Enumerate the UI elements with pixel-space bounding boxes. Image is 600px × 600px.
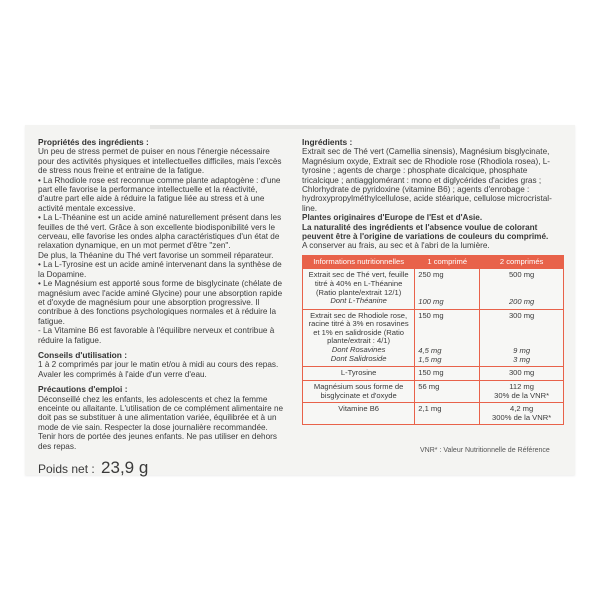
naturality-text: La naturalité des ingrédients et l'absence voulue de colorant peuvent être à l'origine de variations de couleurs du comprimé.	[302, 222, 549, 242]
row-sub-text: Dont L-Théanine	[330, 296, 387, 306]
ingredients-title: Ingrédients :	[302, 137, 353, 147]
properties-paragraph: Un peu de stress permet de puiser en nous l'énergie nécessaire pour des activités physiques et intellectuelles difficiles, mais l'excès de stress nous freine et entraine de la fatigue.	[38, 147, 282, 176]
row-sub-text: Dont Salidroside	[330, 353, 387, 363]
row-name-text: Extrait sec de Thé vert, feuille titré à 40% en L-Théanine (Ratio plante/extrait 12/1)	[308, 270, 409, 297]
row-name	[303, 309, 415, 367]
row-value-1: 2,1 mg	[415, 403, 480, 425]
row-value-2	[480, 269, 564, 309]
table-row	[303, 269, 564, 309]
properties-paragraph: • Le Magnésium est apporté sous forme de bisglycinate (chélate de magnésium avec l'acide aminé Glycine) pour une absorption rapide et d'oxyde de magnésium pour une absorption progressive. Il contribue à des fonctions psychologiques normales et à réduire la fatigue.	[38, 279, 283, 326]
ingredients-text: Extrait sec de Thé vert (Camellia sinensis), Magnésium bisglycinate, Magnésium oxyde, Extrait sec de Rhodiole rose (Rhodiola rosea), L-tyrosine ; agents de charge : phosphate dicalcique, phosphate tricalcique ; antiagglomérant : mono et diglycérides d'acides gras ; Chlorhydrate de pyridoxine (vitamine B6) ; agents d'enrobage : hydroxypropylméthylcellulose, acide stéarique, cellulose microcristal-line.	[302, 147, 552, 213]
row-name: Magnésium sous forme de bisglycinate et d'oxyde	[303, 381, 415, 403]
precautions-title: Précautions d'emploi :	[38, 384, 128, 395]
row-value-1: 150 mg	[415, 367, 480, 381]
box-flap	[150, 125, 500, 129]
row-value-1: 56 mg	[415, 381, 480, 403]
properties-paragraph: • La L-Tyrosine est un acide aminé intervenant dans la synthèse de la Dopamine.	[38, 260, 282, 279]
properties-paragraph: De plus, la Théanine du Thé vert favorise un sommeil réparateur.	[38, 250, 274, 260]
properties-paragraph: - La Vitamine B6 est favorable à l'équilibre nerveux et contribue à réduire la fatigue.	[38, 326, 275, 345]
value-text: 500 mg	[508, 270, 535, 280]
storage-text: A conserver au frais, au sec et à l'abri de la lumière.	[302, 241, 490, 251]
value-sub-text: 30% de la VNR*	[494, 390, 550, 400]
precautions-paragraph: Tenir hors de portée des jeunes enfants. Ne pas utiliser en dehors des repas.	[38, 432, 277, 451]
row-name-text: Extrait sec de Rhodiole rose, racine titré à 3% en rosavines et 1% en salidroside (Ratio plante/extrait : 4/1)	[308, 310, 409, 346]
net-weight-label: Poids net :	[38, 462, 95, 476]
row-value-2	[480, 403, 564, 425]
row-name	[303, 269, 415, 309]
value-sub-text: 3 mg	[513, 354, 531, 364]
value-text: 250 mg	[418, 270, 444, 280]
row-value-2: 300 mg	[480, 367, 564, 381]
precautions-paragraph: Déconseillé chez les enfants, les adolescents et chez la femme enceinte ou allaitante. L'utilisation de ce complément alimentaire ne doit pas se substituer à une alimentation variée, équilibrée et à un mode de vie sain. Respecter la dose journalière recommandée.	[38, 394, 284, 432]
right-column	[302, 138, 564, 425]
nutrition-header-row	[303, 255, 564, 269]
vnr-footnote: VNR* : Valeur Nutritionnelle de Référence	[420, 447, 550, 454]
value-sub-text: 200 mg	[508, 297, 535, 307]
value-sub-text: 4,5 mg	[418, 346, 442, 356]
row-value-2	[480, 381, 564, 403]
header-two-tablets: 2 comprimés	[480, 255, 564, 269]
net-weight-value: 23,9 g	[101, 458, 149, 477]
nutrition-table	[302, 255, 564, 426]
table-row	[303, 309, 564, 367]
value-text: 112 mg	[509, 382, 534, 392]
value-text: 4,2 mg	[510, 404, 534, 414]
row-value-1	[415, 309, 480, 367]
properties-paragraph: • La Rhodiole rose est reconnue comme plante adaptogène : d'une part elle favorise la performance intellectuelle et la réactivité, d'autre part elle aide à réduire la fatigue liée au stress et à une activité mentale excessive.	[38, 175, 281, 213]
value-sub-text: 100 mg	[418, 297, 444, 307]
usage-title: Conseils d'utilisation :	[38, 349, 128, 360]
net-weight	[38, 458, 284, 477]
properties-title: Propriétés des ingrédients :	[38, 137, 149, 147]
value-sub-text: 300% de la VNR*	[492, 412, 552, 422]
origin-text: Plantes originaires d'Europe de l'Est et d'Asie.	[302, 213, 483, 223]
row-name: L-Tyrosine	[303, 367, 415, 381]
table-row	[303, 403, 564, 425]
value-text: 300 mg	[508, 310, 535, 320]
row-value-1	[415, 269, 480, 309]
value-text: 150 mg	[418, 310, 444, 320]
left-column	[38, 137, 284, 477]
table-row	[303, 367, 564, 381]
value-sub-text: 1,5 mg	[418, 354, 442, 364]
header-one-tablet: 1 comprimé	[415, 255, 480, 269]
row-sub-text: Dont Rosavines	[331, 345, 386, 355]
properties-paragraph: • La L-Théanine est un acide aminé naturellement présent dans les feuilles de thé vert. Grâce à son excellente biodisponibilité vers le cerveau, elle favorise les ondes alpha caractéristiques d'un état de relaxation dynamique, en un mot permet d'être "zen".	[38, 213, 282, 251]
header-info: Informations nutritionnelles	[303, 255, 415, 269]
row-value-2	[480, 309, 564, 367]
value-sub-text: 9 mg	[513, 346, 531, 356]
table-row	[303, 381, 564, 403]
usage-text: 1 à 2 comprimés par jour le matin et/ou à midi au cours des repas. Avaler les comprimés à l'aide d'un verre d'eau.	[38, 360, 279, 379]
row-name: Vitamine B6	[303, 403, 415, 425]
